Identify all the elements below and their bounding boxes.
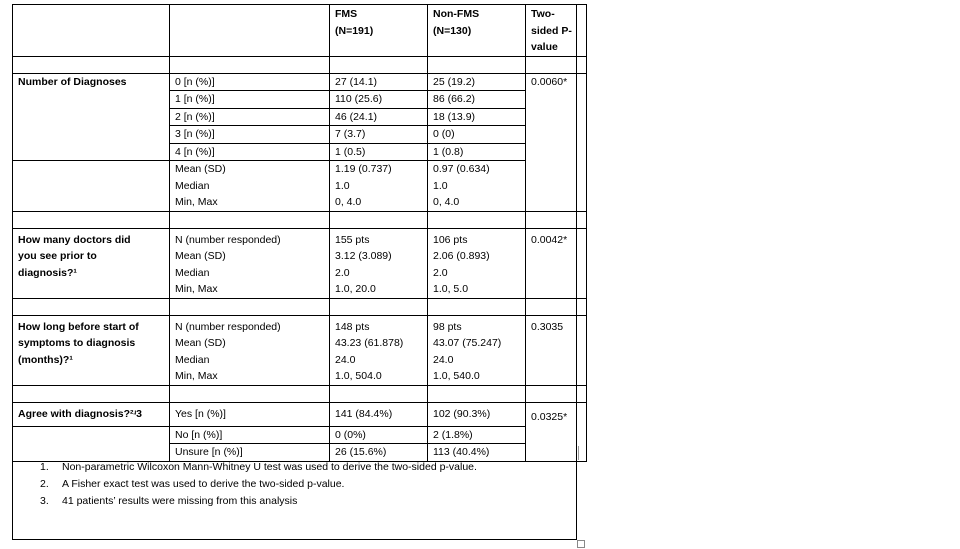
footnote-1 — [40, 459, 477, 476]
fms-cell: 26 (15.6%) — [330, 444, 428, 462]
footnote-number: 3. — [40, 495, 49, 507]
stat-cell: 4 [n (%)] — [170, 143, 330, 161]
nonfms-cell — [428, 228, 526, 298]
spacer-row — [13, 211, 587, 228]
value-line: 43.07 (75.247) — [433, 337, 502, 349]
value-line: 148 pts — [335, 320, 370, 333]
value-line: 2.0 — [433, 266, 448, 279]
nonfms-cell: 25 (19.2) — [428, 73, 526, 91]
nonfms-cell: 1 (0.8) — [428, 143, 526, 161]
fms-cell: 1.19 (0.737) — [330, 161, 428, 178]
stat-cell: Min, Max — [170, 194, 330, 211]
table-row — [13, 426, 587, 444]
table-row — [13, 228, 587, 298]
stat-line: N (number responded) — [175, 320, 281, 333]
header-row — [13, 5, 587, 57]
footnote-number: 1. — [40, 461, 49, 473]
nonfms-cell: 0 (0) — [428, 126, 526, 144]
stat-line: Median — [175, 353, 210, 366]
value-line: 1.0, 540.0 — [433, 370, 480, 382]
table-row — [13, 178, 587, 195]
stat-line: Mean (SD) — [175, 250, 226, 262]
fms-cell: 1.0 — [330, 178, 428, 195]
header-pvalue — [526, 5, 587, 57]
stat-line: Mean (SD) — [175, 337, 226, 349]
value-line: 1.0, 5.0 — [433, 283, 469, 295]
stat-cell: 1 [n (%)] — [170, 91, 330, 109]
header-empty-1 — [13, 5, 170, 57]
nonfms-cell: 86 (66.2) — [428, 91, 526, 109]
nonfms-cell: 18 (13.9) — [428, 108, 526, 126]
value-line: 106 pts — [433, 233, 468, 246]
footnote-3 — [40, 493, 477, 510]
label-line: How long before start of — [18, 320, 139, 333]
value-line: 24.0 — [433, 353, 454, 366]
fms-cell: 27 (14.1) — [330, 73, 428, 91]
fms-cell — [330, 228, 428, 298]
nonfms-cell: 102 (90.3%) — [428, 402, 526, 426]
label-line: diagnosis?¹ — [18, 266, 77, 279]
header-empty-2 — [170, 5, 330, 57]
table-row — [13, 91, 587, 109]
header-pvalue-line2: sided P- — [531, 24, 572, 37]
header-nonfms-n: (N=130) — [433, 24, 472, 37]
label-line: (months)?¹ — [18, 353, 73, 366]
stat-line: Median — [175, 266, 210, 279]
table-row — [13, 402, 587, 426]
fms-cell: 110 (25.6) — [330, 91, 428, 109]
value-line: 2.06 (0.893) — [433, 250, 490, 262]
value-line: 43.23 (61.878) — [335, 337, 404, 349]
header-fms — [330, 5, 428, 57]
value-line: 3.12 (3.089) — [335, 250, 392, 262]
pvalue-cell: 0.0060* — [526, 73, 587, 211]
nonfms-cell: 0.97 (0.634) — [428, 161, 526, 178]
spacer-row — [13, 298, 587, 315]
header-nonfms-title: Non-FMS — [433, 8, 480, 20]
label-line: How many doctors did — [18, 233, 131, 246]
footnotes — [40, 459, 477, 510]
value-line: 98 pts — [433, 320, 462, 333]
table-row — [13, 194, 587, 211]
table-row — [13, 126, 587, 144]
label-line: symptoms to diagnosis — [18, 337, 136, 349]
nonfms-cell: 2 (1.8%) — [428, 426, 526, 444]
stat-cell — [170, 228, 330, 298]
results-table — [12, 4, 587, 462]
header-pvalue-line3: value — [531, 41, 558, 53]
footnote-2 — [40, 476, 477, 493]
fms-cell: 7 (3.7) — [330, 126, 428, 144]
value-line: 24.0 — [335, 353, 356, 366]
pvalue-cell: 0.0042* — [526, 228, 587, 298]
fms-cell: 1 (0.5) — [330, 143, 428, 161]
footnote-text: 41 patients’ results were missing from this analysis — [62, 495, 298, 507]
stat-cell: 0 [n (%)] — [170, 73, 330, 91]
value-line: 2.0 — [335, 266, 350, 279]
value-line: 1.0, 20.0 — [335, 283, 376, 295]
spacer-row — [13, 385, 587, 402]
header-pvalue-line1: Two- — [531, 8, 555, 20]
header-fms-title: FMS — [335, 8, 358, 20]
nonfms-cell: 113 (40.4%) — [428, 444, 526, 462]
fms-cell: 0 (0%) — [330, 426, 428, 444]
nonfms-cell: 0, 4.0 — [428, 194, 526, 211]
footnote-number: 2. — [40, 478, 49, 490]
fms-cell: 0, 4.0 — [330, 194, 428, 211]
resize-handle[interactable] — [577, 540, 585, 548]
stat-cell: 3 [n (%)] — [170, 126, 330, 144]
stat-cell: Median — [170, 178, 330, 195]
stat-line: Min, Max — [175, 283, 218, 295]
spacer-row — [13, 56, 587, 73]
table-row — [13, 73, 587, 91]
stat-cell: Unsure [n (%)] — [170, 444, 330, 462]
nonfms-cell: 1.0 — [428, 178, 526, 195]
table-row — [13, 161, 587, 178]
label-line: you see prior to — [18, 250, 97, 262]
table-row — [13, 108, 587, 126]
stat-line: Min, Max — [175, 370, 218, 382]
nonfms-cell — [428, 315, 526, 385]
footnote-text: Non-parametric Wilcoxon Mann-Whitney U test was used to derive the two-sided p-value. — [62, 461, 477, 473]
stat-line: N (number responded) — [175, 233, 281, 246]
footnote-text: A Fisher exact test was used to derive the two-sided p-value. — [62, 478, 345, 490]
value-line: 1.0, 504.0 — [335, 370, 382, 382]
section-label-duration — [13, 315, 170, 385]
value-line: 155 pts — [335, 233, 370, 246]
stat-cell: No [n (%)] — [170, 426, 330, 444]
table-row — [13, 315, 587, 385]
header-nonfms — [428, 5, 526, 57]
pvalue-cell: 0.3035 — [526, 315, 587, 385]
stat-cell: Mean (SD) — [170, 161, 330, 178]
fms-cell: 46 (24.1) — [330, 108, 428, 126]
fms-cell: 141 (84.4%) — [330, 402, 428, 426]
section-label-doctors — [13, 228, 170, 298]
pvalue-cell: 0.0325* — [526, 402, 587, 461]
section-label-diagnoses: Number of Diagnoses — [13, 73, 170, 91]
fms-cell — [330, 315, 428, 385]
section-label-agree: Agree with diagnosis?²ʴ3 — [13, 402, 170, 426]
stat-cell: Yes [n (%)] — [170, 402, 330, 426]
table-row — [13, 143, 587, 161]
header-fms-n: (N=191) — [335, 24, 374, 37]
stat-cell — [170, 315, 330, 385]
stat-cell: 2 [n (%)] — [170, 108, 330, 126]
